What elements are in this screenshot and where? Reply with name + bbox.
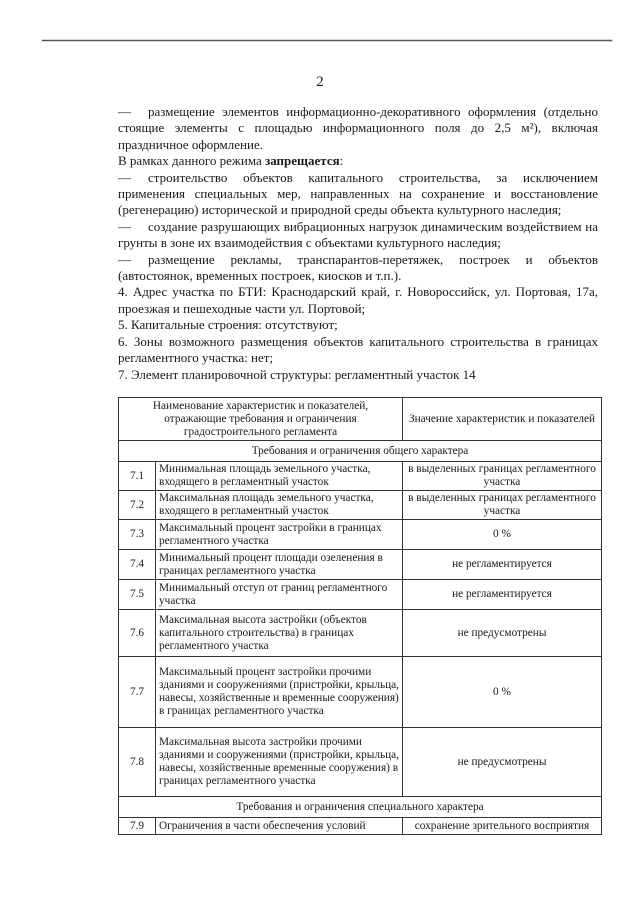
- paragraph-prohibited-intro: В рамках данного режима запрещается:: [118, 153, 344, 169]
- row-value: не предусмотрены: [403, 728, 602, 797]
- document-body: [118, 104, 598, 383]
- row-value: не регламентируется: [403, 550, 602, 580]
- row-number: 7.5: [119, 580, 156, 610]
- row-number: 7.7: [119, 657, 156, 728]
- paragraph-advertising: — размещение рекламы, транспарантов-перетяжек, построек и объектов (автостоянок, временных построек, киосков и т.п.).: [118, 251, 598, 284]
- row-name: Максимальный процент застройки прочими зданиями и сооружениями (пристройки, крыльца, навесы, хозяйственные и временные сооружения) в границах регламентного участка: [156, 657, 403, 728]
- row-name: Ограничения в части обеспечения условий: [156, 818, 403, 835]
- table-header-row: [119, 398, 602, 441]
- table-row: [119, 520, 602, 550]
- row-value: не регламентируется: [403, 580, 602, 610]
- row-number: 7.6: [119, 610, 156, 657]
- regulation-table: [118, 397, 602, 835]
- table-row: [119, 657, 602, 728]
- row-name: Максимальная высота застройки (объектов капитального строительства) в границах регламентного участка: [156, 610, 403, 657]
- row-name: Минимальный процент площади озеленения в границах регламентного участка: [156, 550, 403, 580]
- row-number: 7.3: [119, 520, 156, 550]
- row-value: 0 %: [403, 657, 602, 728]
- paragraph-zones: 6. Зоны возможного размещения объектов капитального строительства в границах регламентного участка: нет;: [118, 333, 598, 366]
- row-number: 7.9: [119, 818, 156, 835]
- row-name: Минимальная площадь земельного участка, входящего в регламентный участок: [156, 462, 403, 491]
- table-row: [119, 728, 602, 797]
- paragraph-vibration-loads: — создание разрушающих вибрационных нагрузок динамическим воздействием на грунты в зоне их взаимодействия с объектами культурного наследия;: [118, 218, 598, 251]
- row-number: 7.8: [119, 728, 156, 797]
- table-row: [119, 610, 602, 657]
- row-value: сохранение зрительного восприятия: [403, 818, 602, 835]
- top-rule: [42, 40, 612, 41]
- paragraph-planning-element: 7. Элемент планировочной структуры: регламентный участок 14: [118, 366, 476, 382]
- row-value: 0 %: [403, 520, 602, 550]
- paragraph-capital-buildings: 5. Капитальные строения: отсутствуют;: [118, 317, 338, 333]
- section-row-special: [119, 797, 602, 818]
- table-row: [119, 818, 602, 835]
- table-row: [119, 580, 602, 610]
- table-row: [119, 491, 602, 520]
- row-number: 7.1: [119, 462, 156, 491]
- section-row-general: [119, 441, 602, 462]
- row-name: Максимальная высота застройки прочими зданиями и сооружениями (пристройки, крыльца, навесы, хозяйственные временные сооружения) в границах регламентного участка: [156, 728, 403, 797]
- row-number: 7.2: [119, 491, 156, 520]
- page-number: 2: [316, 74, 324, 90]
- paragraph-decor-elements: — размещение элементов информационно-декоративного оформления (отдельно стоящие элементы с площадью информационного поля до 2,5 м²), включая праздничное оформление.: [118, 104, 598, 152]
- table-row: [119, 550, 602, 580]
- row-value: в выделенных границах регламентного участка: [403, 462, 602, 491]
- row-name: Максимальная площадь земельного участка, входящего в регламентный участок: [156, 491, 403, 520]
- table-row: [119, 462, 602, 491]
- row-name: Минимальный отступ от границ регламентного участка: [156, 580, 403, 610]
- header-name-cell: Наименование характеристик и показателей, отражающие требования и ограничения градостроительного регламента: [119, 398, 403, 441]
- paragraph-capital-construction: — строительство объектов капитального строительства, за исключением применения специальных мер, направленных на сохранение и восстановление (регенерацию) исторической и природной среды объекта культурного наследия;: [118, 169, 598, 218]
- section-special-label: Требования и ограничения специального характера: [119, 797, 602, 818]
- paragraph-address: 4. Адрес участка по БТИ: Краснодарский край, г. Новороссийск, ул. Портовая, 17а, проезжая и пешеходные части ул. Портовой;: [118, 284, 598, 316]
- section-general-label: Требования и ограничения общего характера: [119, 441, 602, 462]
- row-name: Максимальный процент застройки в границах регламентного участка: [156, 520, 403, 550]
- row-value: не предусмотрены: [403, 610, 602, 657]
- row-number: 7.4: [119, 550, 156, 580]
- header-value-cell: Значение характеристик и показателей: [403, 398, 602, 441]
- row-value: в выделенных границах регламентного участка: [403, 491, 602, 520]
